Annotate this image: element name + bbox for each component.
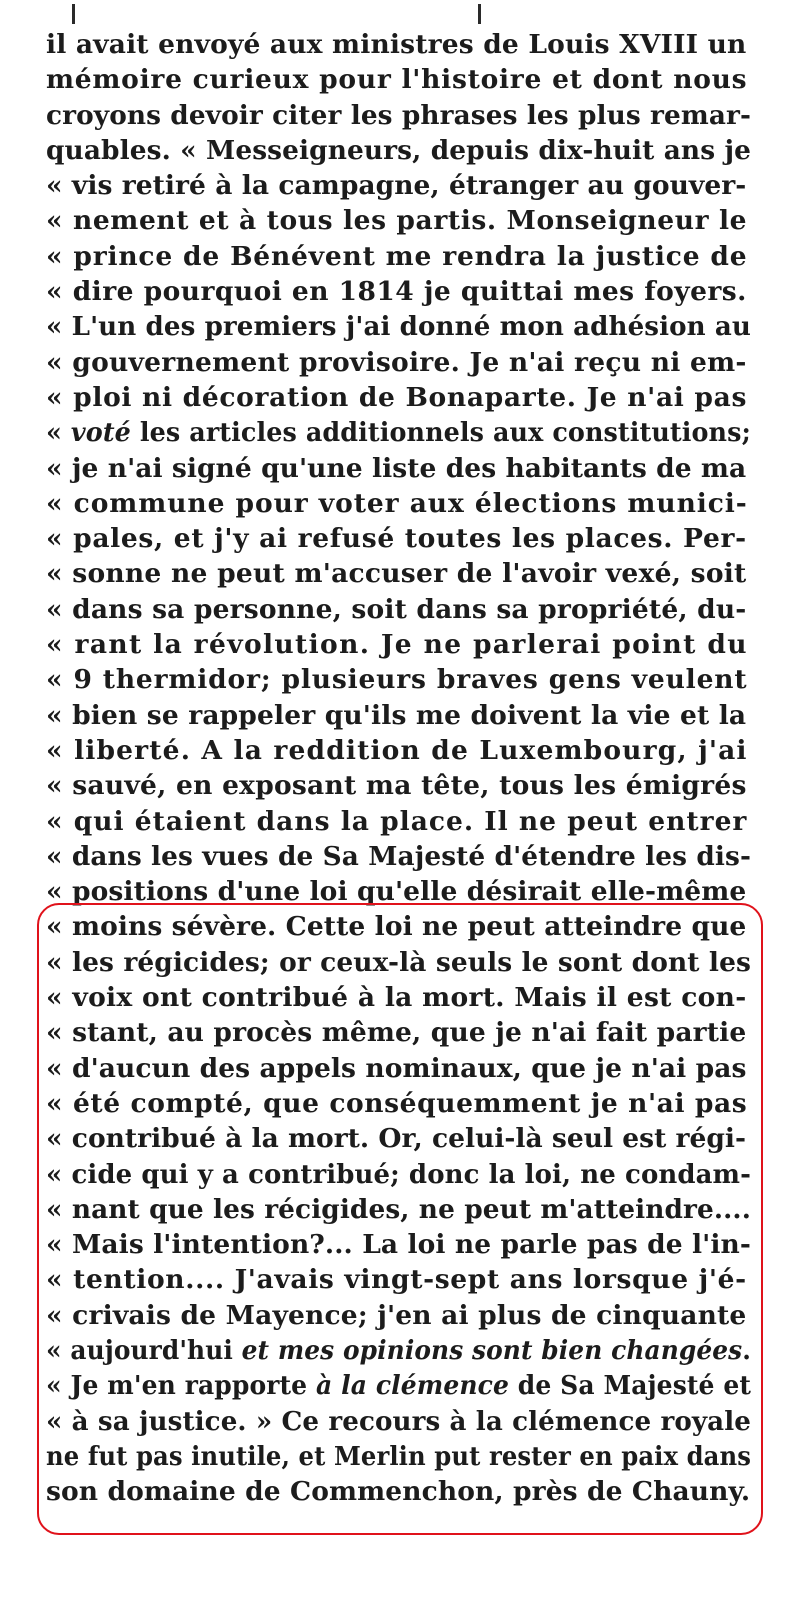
text-line bbox=[46, 486, 751, 521]
text-line bbox=[46, 980, 751, 1015]
text-segment: « Mais l'intention?... La loi ne parle pas de l'in- bbox=[46, 1229, 751, 1261]
text-segment: « dire pourquoi en 1814 je quittai mes foyers. bbox=[46, 276, 747, 308]
text-segment: « stant, au procès même, que je n'ai fait partie bbox=[46, 1017, 747, 1049]
text-segment: les articles additionnels aux constitutions; bbox=[130, 417, 752, 449]
text-segment: « tention.... J'avais vingt-sept ans lorsque j'é- bbox=[46, 1264, 747, 1296]
text-segment: « L'un des premiers j'ai donné mon adhésion au bbox=[46, 311, 751, 343]
text-line bbox=[46, 62, 751, 97]
text-segment: il avait envoyé aux ministres de Louis XVIII un bbox=[46, 29, 747, 60]
text-line bbox=[46, 1262, 751, 1297]
text-segment: « moins sévère. Cette loi ne peut atteindre que bbox=[46, 911, 747, 943]
text-line bbox=[46, 415, 751, 450]
text-line bbox=[46, 662, 751, 697]
text-line bbox=[46, 556, 751, 591]
text-segment: « cide qui y a contribué; donc la loi, ne condam- bbox=[46, 1158, 751, 1190]
text-segment: « contribué à la mort. Or, celui-là seul est régi- bbox=[46, 1123, 746, 1155]
text-line bbox=[46, 1368, 751, 1403]
text-line bbox=[46, 909, 751, 944]
text-line bbox=[46, 1227, 751, 1262]
text-line bbox=[46, 768, 751, 803]
text-line bbox=[46, 592, 751, 627]
text-segment: « dans sa personne, soit dans sa propriété, du- bbox=[46, 593, 747, 625]
text-segment: son domaine de Commenchon, près de Chauny. bbox=[46, 1476, 751, 1508]
text-line bbox=[46, 1439, 751, 1474]
text-line bbox=[46, 839, 751, 874]
edge-mark bbox=[478, 4, 481, 24]
text-segment: quables. « Messeigneurs, depuis dix-huit ans je bbox=[46, 134, 751, 166]
text-segment: « nant que les récigides, ne peut m'atteindre.... bbox=[46, 1193, 751, 1225]
text-line bbox=[46, 874, 751, 909]
text-segment: « à sa justice. » Ce recours à la clémence royale bbox=[46, 1405, 751, 1437]
text-line bbox=[46, 1404, 751, 1439]
text-segment: « sonne ne peut m'accuser de l'avoir vexé, soit bbox=[46, 558, 747, 590]
text-segment: « aujourd'hui bbox=[46, 1334, 242, 1366]
text-line bbox=[46, 1474, 751, 1509]
text-line bbox=[46, 521, 751, 556]
text-line bbox=[46, 345, 751, 380]
text-segment: « 9 thermidor; plusieurs braves gens veulent bbox=[46, 664, 748, 696]
text-line bbox=[46, 945, 751, 980]
text-segment: « les régicides; or ceux-là seuls le sont dont les bbox=[46, 946, 751, 978]
top-edge-marks bbox=[0, 4, 805, 24]
text-line bbox=[46, 1086, 751, 1121]
text-line bbox=[46, 133, 751, 168]
text-segment: « dans les vues de Sa Majesté d'étendre les dis- bbox=[46, 840, 751, 872]
text-segment: « qui étaient dans la place. Il ne peut entrer bbox=[46, 805, 748, 837]
edge-mark bbox=[72, 4, 75, 24]
text-segment: « liberté. A la reddition de Luxembourg, j'ai bbox=[46, 734, 748, 766]
text-segment: de Sa Majesté et bbox=[508, 1370, 751, 1402]
text-line bbox=[46, 1192, 751, 1227]
text-line bbox=[46, 698, 751, 733]
text-line bbox=[46, 168, 751, 203]
text-segment: . bbox=[742, 1334, 751, 1366]
text-line bbox=[46, 98, 751, 133]
text-line bbox=[46, 804, 751, 839]
text-segment: « Je m'en rapporte bbox=[46, 1370, 316, 1402]
text-segment: « vis retiré à la campagne, étranger au gouver- bbox=[46, 170, 747, 202]
text-segment: « voix ont contribué à la mort. Mais il est con- bbox=[46, 982, 747, 1014]
text-segment: ne fut pas inutile, et Merlin put rester en paix dans bbox=[46, 1440, 751, 1472]
italic-text: à la clémence bbox=[315, 1370, 509, 1402]
text-segment: « nement et à tous les partis. Monseigneur le bbox=[46, 205, 748, 237]
italic-text: voté bbox=[70, 417, 131, 449]
text-line bbox=[46, 1333, 751, 1368]
text-segment: « pales, et j'y ai refusé toutes les places. Per- bbox=[46, 523, 747, 555]
text-segment: « je n'ai signé qu'une liste des habitants de ma bbox=[46, 452, 747, 484]
text-line bbox=[46, 627, 751, 662]
text-line bbox=[46, 1015, 751, 1050]
text-segment: « été compté, que conséquemment je n'ai pas bbox=[46, 1087, 748, 1119]
text-segment: « d'aucun des appels nominaux, que je n'ai pas bbox=[46, 1052, 747, 1084]
italic-text: et mes opinions sont bien changées bbox=[241, 1334, 743, 1366]
text-line bbox=[46, 203, 751, 238]
text-line bbox=[46, 1298, 751, 1333]
text-line bbox=[46, 733, 751, 768]
text-line bbox=[46, 309, 751, 344]
text-line bbox=[46, 451, 751, 486]
text-segment: « ploi ni décoration de Bonaparte. Je n'ai pas bbox=[46, 381, 748, 413]
text-segment: « bien se rappeler qu'ils me doivent la vie et la bbox=[46, 699, 747, 731]
text-line bbox=[46, 1051, 751, 1086]
text-line bbox=[46, 1157, 751, 1192]
text-segment: « crivais de Mayence; j'en ai plus de cinquante bbox=[46, 1299, 747, 1331]
body-text bbox=[46, 27, 751, 1509]
text-line bbox=[46, 274, 751, 309]
text-line bbox=[46, 239, 751, 274]
text-line bbox=[46, 380, 751, 415]
text-segment: « commune pour voter aux élections munici- bbox=[46, 487, 748, 519]
text-segment: « rant la révolution. Je ne parlerai point du bbox=[46, 629, 748, 661]
text-segment: croyons devoir citer les phrases les plus remar- bbox=[46, 99, 751, 131]
text-line bbox=[46, 27, 751, 62]
text-segment: « gouvernement provisoire. Je n'ai reçu ni em- bbox=[46, 346, 747, 378]
text-segment: « bbox=[46, 417, 71, 449]
text-segment: « positions d'une loi qu'elle désirait elle-même bbox=[46, 876, 747, 908]
text-segment: « sauvé, en exposant ma tête, tous les émigrés bbox=[46, 770, 747, 802]
text-segment: « prince de Bénévent me rendra la justice de bbox=[46, 240, 748, 272]
text-segment: mémoire curieux pour l'histoire et dont nous bbox=[46, 64, 748, 96]
text-line bbox=[46, 1121, 751, 1156]
